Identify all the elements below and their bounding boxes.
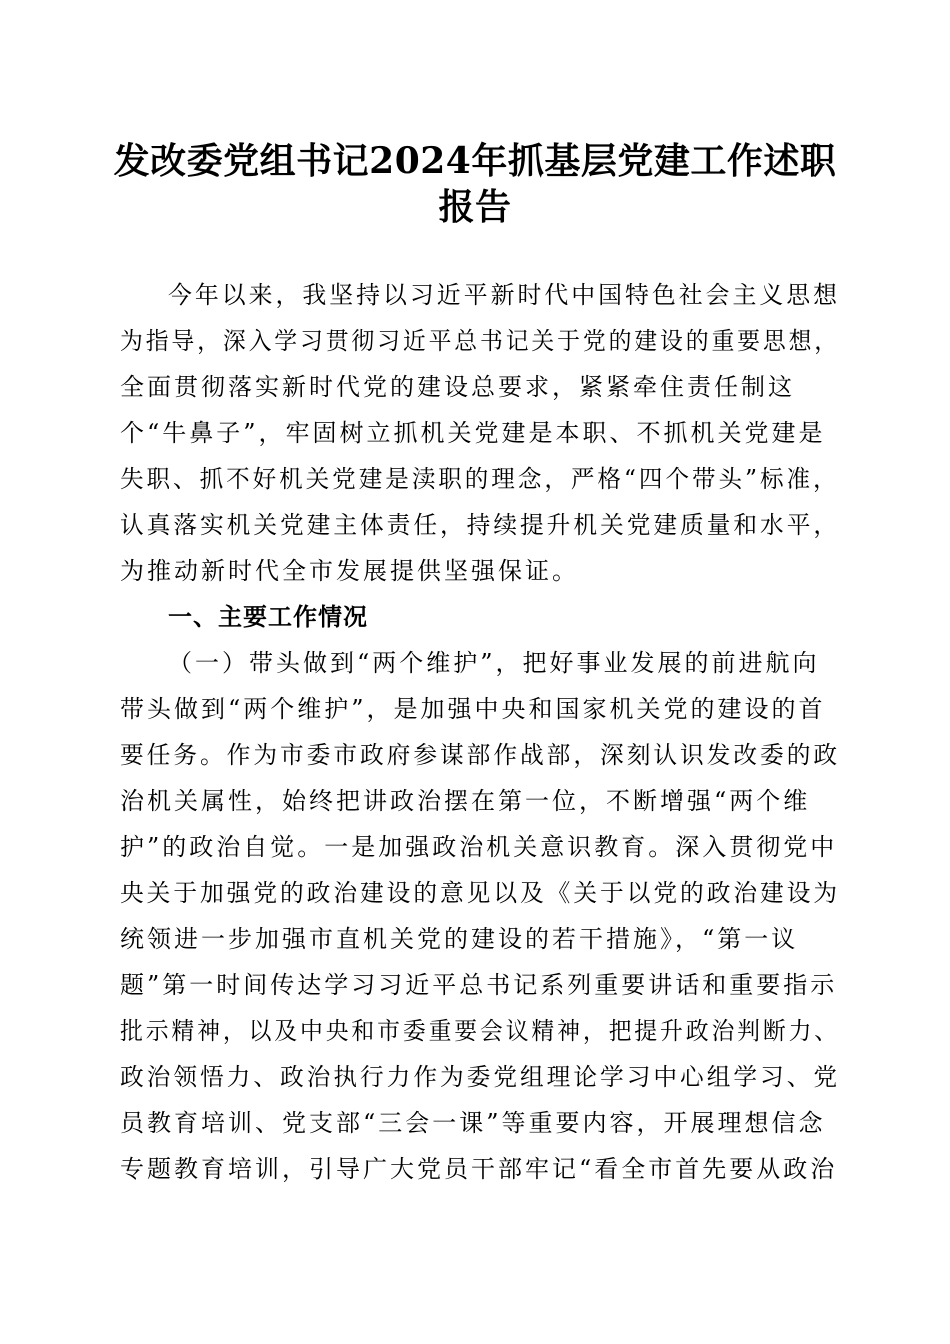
- document-title: [100, 138, 850, 230]
- section-heading: 一、主要工作情况: [168, 603, 368, 631]
- text-line: 央关于加强党的政治建设的意见以及《关于以党的政治建设为: [120, 879, 841, 907]
- text-line: 专题教育培训，引导广大党员干部牢记“看全市首先要从政治: [120, 1155, 838, 1183]
- text-line: 题”第一时间传达学习习近平总书记系列重要讲话和重要指示: [120, 971, 838, 999]
- text-line: 员教育培训、党支部“三会一课”等重要内容，开展理想信念: [120, 1109, 826, 1137]
- title-line-2: 报告: [438, 186, 512, 228]
- text-line: 失职、抓不好机关党建是渎职的理念，严格“四个带头”标准，: [120, 465, 840, 493]
- text-line: 为推动新时代全市发展提供坚强保证。: [120, 557, 579, 585]
- text-line: 为指导，深入学习贯彻习近平总书记关于党的建设的重要思想，: [120, 327, 841, 355]
- text-line: 统领进一步加强市直机关党的建设的若干措施》，“第一议: [120, 925, 799, 953]
- text-line: 批示精神，以及中央和市委重要会议精神，把提升政治判断力、: [120, 1017, 841, 1045]
- text-line: 全面贯彻落实新时代党的建设总要求，紧紧牵住责任制这: [120, 373, 795, 401]
- subsection-heading: （一）带头做到“两个维护”，把好事业发展的前进航向: [168, 649, 820, 677]
- text-line: 政治领悟力、政治执行力作为委党组理论学习中心组学习、党: [120, 1063, 841, 1091]
- title-line-1: 发改委党组书记2024年抓基层党建工作述职: [113, 140, 837, 182]
- text-line: 要任务。作为市委市政府参谋部作战部，深刻认识发改委的政: [120, 741, 841, 769]
- text-line: 治机关属性，始终把讲政治摆在第一位，不断增强“两个维: [120, 787, 811, 815]
- text-line: 今年以来，我坚持以习近平新时代中国特色社会主义思想: [168, 281, 841, 309]
- text-line: 护”的政治自觉。一是加强政治机关意识教育。深入贯彻党中: [120, 833, 838, 861]
- text-line: 认真落实机关党建主体责任，持续提升机关党建质量和水平，: [120, 511, 841, 539]
- text-line: 带头做到“两个维护”，是加强中央和国家机关党的建设的首: [120, 695, 826, 723]
- text-line: 个“牛鼻子”，牢固树立抓机关党建是本职、不抓机关党建是: [120, 419, 826, 447]
